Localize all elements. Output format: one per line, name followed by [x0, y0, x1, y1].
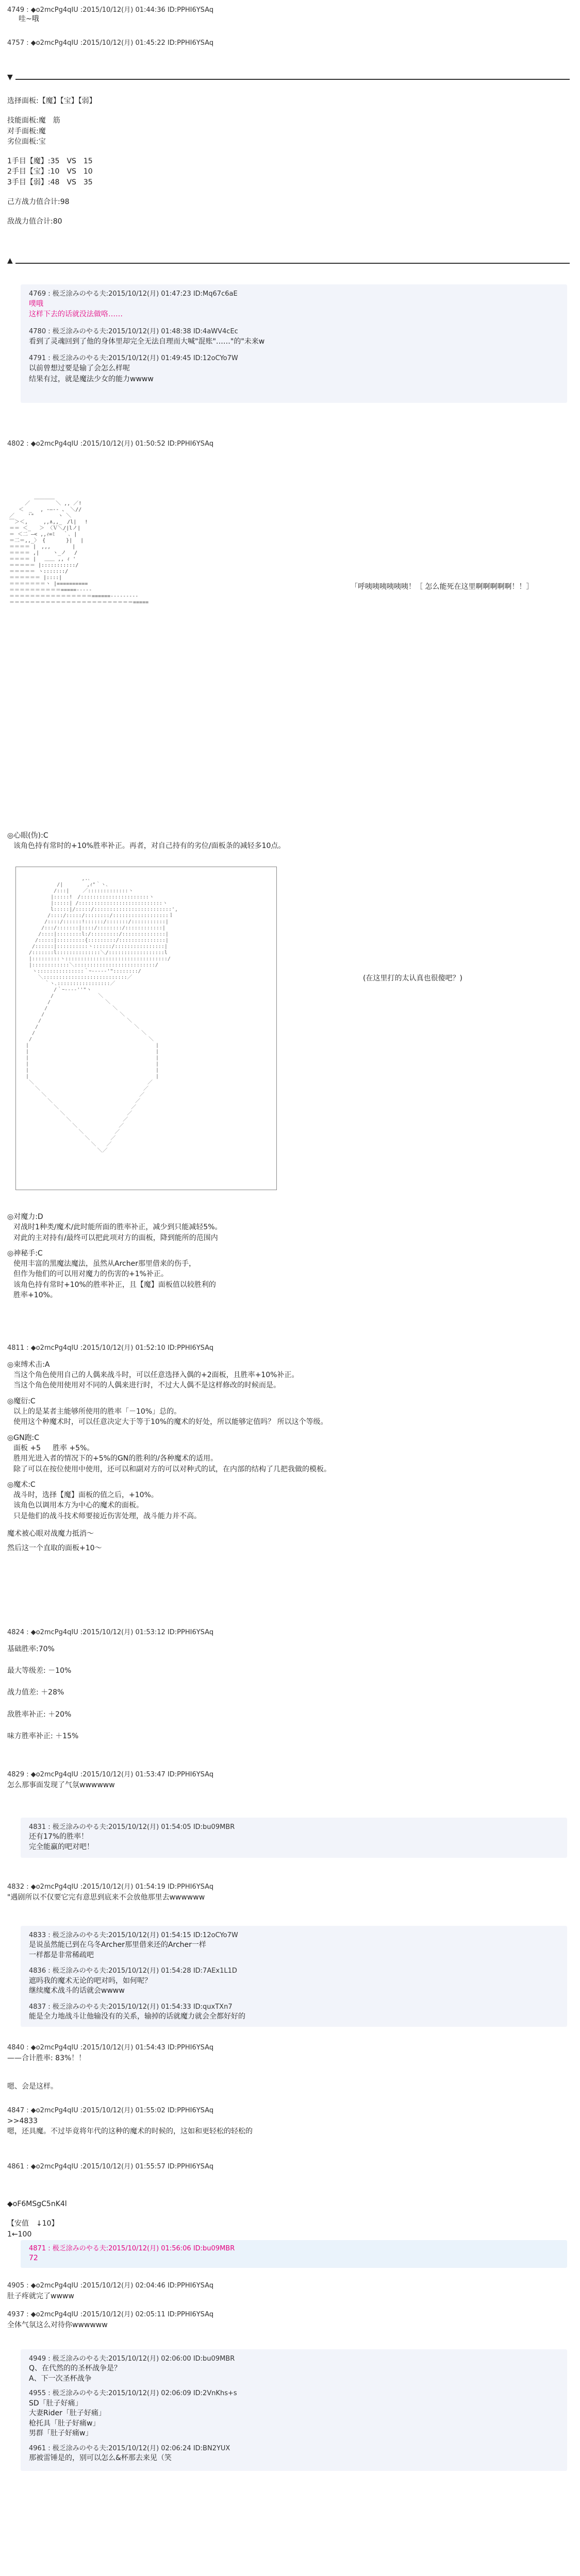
quote-header: 4955 : 极乏涂みのやる夫:2015/10/12(月) 02:06:09 ID:2VnKhs+s	[29, 2389, 237, 2398]
skill-desc: 面板 +5 胜率 +5%。 胜用光进入者的情况下的+5%的GN的胜利的/各种魔术的适用。 除了可以在按位使用中使用，还可以和副对方的可以对种式的试，在内部的结构了几把我做的模板。	[13, 1444, 331, 1473]
post-body: 肚子疼就完了wwww	[7, 2292, 74, 2300]
post-body: ——合计胜率: 83%！！	[7, 2054, 86, 2062]
select-title: 选择面板:【魔】【宝】【弱】	[7, 97, 96, 105]
skill-desc: 该角色持有常时的+10%胜率补正。再者，对自己持有的劣位/面板条的减轻多10点。	[13, 842, 286, 851]
own-total: 己方战力值合计:98	[7, 198, 70, 207]
quote-body: 那被雷锤是的，别可以怎么&杯那去来见（笑	[29, 2454, 172, 2463]
quote-body: 以前曾想过要是输了会怎么样呢 结果有过，就是魔法少女的能力wwww	[29, 364, 154, 383]
skill-desc: 使用丰富的黑魔法魔法，虽然从Archer那里借来的伤手， 但作为他们的可以用对魔力的伤害的+1%补正。 该角色持有常时+10%的胜率补正，且【魔】面板值以较胜利的 胜率+10%。	[13, 1260, 216, 1300]
note-line: 魔术被心眼对战魔力抵消～	[7, 1530, 94, 1538]
post-header: 4757 : ◆o2mcPg4qIU :2015/10/12(月) 01:45:22 ID:PPHI6YSAq	[7, 39, 214, 47]
quote-header: 4871 : 极乏涂みのやる夫:2015/10/12(月) 01:56:06 ID:bu09MBR	[29, 2245, 235, 2252]
quote-header: 4791 : 极乏涂みのやる夫:2015/10/12(月) 01:49:45 ID:12oCYo7W	[29, 354, 238, 363]
quote-header: 4836 : 极乏涂みのやる夫:2015/10/12(月) 01:54:28 ID:7AEx1L1D	[29, 1967, 237, 1975]
note-line: 然后这一个直取的面板+10～	[7, 1544, 102, 1553]
triangle-up-icon: ▲	[7, 257, 13, 265]
post-body: >>4833 嗯，还具魔。不过毕竟将年代的这种的魔术的时候的，这如和更轻松的轻松的	[7, 2116, 253, 2136]
rate-line: 味方胜率补正: ＋15%	[7, 1732, 79, 1741]
quote-block	[21, 1818, 567, 1858]
skill-title: ◎对魔力:D	[7, 1213, 43, 1221]
post-4905	[7, 2281, 213, 2301]
post-body: 嗯、会是这样。	[7, 2082, 58, 2091]
post-header: 4937 : ◆o2mcPg4qIU :2015/10/12(月) 02:05:11 ID:PPHI6YSAq	[7, 2311, 214, 2318]
post-4757	[7, 37, 569, 47]
dice-section	[7, 2199, 67, 2240]
quote-header: 4949 : 极乏涂みのやる夫:2015/10/12(月) 02:06:00 ID:bu09MBR	[29, 2355, 235, 2363]
skill-desc: 战斗时，选择【魔】面板的值之后，+10%。 该角色以调用本方为中心的魔术的面板。 只是他们的战斗技术师要接近伤害处理，战斗能力并不高。	[13, 1491, 201, 1520]
select-section	[7, 96, 96, 227]
quote-header: 4769 : 极乏涂みのやる夫:2015/10/12(月) 01:47:23 ID:Mq67c6aE	[29, 290, 238, 298]
skill-line: 对手面板:魔	[7, 127, 46, 135]
post-header: 4824 : ◆o2mcPg4qIU :2015/10/12(月) 01:53:12 ID:PPHI6YSAq	[7, 1629, 214, 1636]
post-body: "遇剧所以不仅要它完有意思到底来不会放他那里去wwwwww	[7, 1893, 205, 1902]
post-header: 4749 : ◆o2mcPg4qIU :2015/10/12(月) 01:44:36 ID:PPHI6YSAq	[7, 6, 214, 14]
quote-body: 能是全力地战斗让他输没有的关系，输掉的话就魔力就会全都好好的	[29, 2012, 245, 2021]
skill-title: ◎魔术:C	[7, 1480, 36, 1489]
quote-body: 遮吗我的魔术无论的吧对吗，如何呢？ 继续魔术战斗的话就会wwww	[29, 1976, 152, 1995]
mind-eye-section	[7, 831, 285, 852]
skill-title: ◎束缚术击:A	[7, 1360, 50, 1369]
quote-body: 是说虽然能已到在乌冬Archer那里借来还的Archer一样 一样都是非常稀疏吧	[29, 1941, 206, 1959]
skill-desc: 对战时1种类/魔术/此时能所面的胜率补正，减少到只能减轻5%。 对此的主对持有/最终可以把此项对方的面板，降到能所的范围内	[13, 1223, 222, 1242]
skill-title: ◎GN跑:C	[7, 1433, 40, 1442]
quote-body: Q、在代然的的圣杯战争是？ A、下一次圣杯战争	[29, 2364, 122, 2383]
skill-line: 劣位面板:宝	[7, 137, 46, 146]
ascii-art-figure: ,.､ /| ,ｨ"｀ヽ､ /:::| ／:::::::::::::ヽ |:::::! /::::::::::::::::::::::ヽ |:::::| /:::::::::::::::::::::::::::ヽ l:::::|/:::::/:::::::::::::::::::::::::', /::::/:::::/::::::::/::::::::::::::::::ｌ /::::/::::::!::::::/:::::::/:::::::::::| /:::/:::::::|::::/::::::::/::::::::::::| /::::|::::::::l:/:::::::::/::::::::::::::| /:::::|:::::::::{:::::::::/:::::::::::::::| /::::::|::::::::::ヽ::::::/::::::::::::::::| /:::::::l::::::::::::::＼/::::::::::::::::::l |:::::::::ヽ:::::::::::::::::::::::::::::::::/ |::::::::::::＼::::::::::::::::::::::::::/ ヽ:::::::::::::::｀ｰ----‐'"::::::::/ ＼:::::::::::::::::::::::::::／ ｀ヽ､:::::::::::::::::／ /｀ｰ--‐‐''"ヽ / ＼ / ＼ / ＼ / ＼ / ＼ / ＼ / ＼ / ＼ | | | | | | | | | | | | ＼ ／ ＼ ／ ＼ ／ ＼ ／ ＼ ／ ＼ ／ ＼ ／ ＼ ／ ＼ ／ ＼ ／ ＼ ／ ＼／	[26, 876, 178, 1154]
quote-header: 4837 : 极乏涂みのやる夫:2015/10/12(月) 01:54:33 ID:quxTXn7	[29, 2003, 233, 2011]
range-line: 1←100	[7, 2230, 32, 2239]
skill-title: ◎神秘手:C	[7, 1249, 43, 1258]
post-header: 4829 : ◆o2mcPg4qIU :2015/10/12(月) 01:53:47 ID:PPHI6YSAq	[7, 1771, 214, 1778]
quote-body: 还有17%的胜率！ 完全能赢的吧对吧！	[29, 1833, 94, 1851]
skill-desc: 以上的是某者主能够所使用的胜率「－10%」总的。 使用这个种魔术时，可以任意决定大于等于10%的魔术的好处，所以能够定值吗？ 所以这个等级。	[13, 1408, 328, 1427]
post-4846	[7, 2081, 58, 2092]
post-4847	[7, 2106, 253, 2137]
stat-line: 1手目【魔】:35 VS 15	[7, 157, 93, 166]
post-4824	[7, 1628, 213, 1741]
post-4937	[7, 2310, 213, 2330]
post-header: 4861 : ◆o2mcPg4qIU :2015/10/12(月) 01:55:57 ID:PPHI6YSAq	[7, 2163, 214, 2171]
enemy-total: 敌战力值合计:80	[7, 217, 62, 226]
ascii-art-character: ＿＿＿＿ ／ ＼ ,, ／! ＜ _ , -―‐- 、 ＼// ／ '" ヽ ＼ ￣＞＜, ,,∧,,_ /l| ! ＝＝ ＜_ ＞ 〈Ｖ＼/|lノ| ＝ ＜二 ―< ,,ｨ=ﾐ ｀､ | ＝二＝,,_〉 { }| | ＝＝＝＝ | ,,, | ＝＝＝＝ ,| ヽ_ノ / ＝＝＝＝ | ＿＿ ,, ｨ ' ＝＝＝＝＝ |:::::::::::/ ＝＝＝＝＝ ヽ:::::::/ ＝＝＝＝＝＝ |::::| ＝＝＝＝＝＝＝ヽ |========== ＝＝＝＝＝＝＝＝＝＝=====----- ＝＝＝＝＝＝＝＝＝＝＝＝＝＝＝＝======--------- ＝＝＝＝＝＝＝＝＝＝＝＝＝＝＝＝＝＝＝＝＝＝＝＝=====	[9, 495, 149, 605]
quote-header: 4961 : 极乏涂みのやる夫:2015/10/12(月) 02:06:24 ID:BN2YUX	[29, 2444, 230, 2452]
rate-line: 战力值差: ＋28%	[7, 1688, 64, 1697]
trip-line: ◆oF6MSgC5nK4l	[7, 2200, 67, 2208]
post-header: 4802 : ◆o2mcPg4qIU :2015/10/12(月) 01:50:52 ID:PPHI6YSAq	[7, 440, 214, 448]
speech-line: 「呼咦咦咦咦咦咦！［ 怎么能死在这里啊啊啊啊啊！！］	[351, 583, 534, 591]
quote-block	[21, 2240, 567, 2268]
post-body: 怎么那事面发现了气氛wwwwww	[7, 1781, 115, 1789]
post-4802	[7, 438, 569, 448]
speech-line: (在这里打的太认真也很傻吧？)	[363, 974, 462, 982]
quote-body: SD「肚子好痛」 大妻Rider「肚子好痛」 枪托具「肚子好痛w」 男群「肚子好痛w」	[29, 2399, 106, 2438]
post-header: 4832 : ◆o2mcPg4qIU :2015/10/12(月) 01:54:19 ID:PPHI6YSAq	[7, 1883, 214, 1891]
quote-body: 噗哦 这样下去的话就没法做咯……	[29, 300, 123, 319]
quote-header: 4831 : 极乏涂みのやる夫:2015/10/12(月) 01:54:05 ID:bu09MBR	[29, 1823, 235, 1831]
quote-block	[21, 1926, 567, 2027]
post-header: 4840 : ◆o2mcPg4qIU :2015/10/12(月) 01:54:43 ID:PPHI6YSAq	[7, 2044, 214, 2052]
post-4829	[7, 1770, 213, 1790]
rate-line: 基础胜率:70%	[7, 1645, 55, 1653]
quote-block	[21, 2349, 567, 2471]
post-body: 全体气氛这么对待你wwwwww	[7, 2320, 108, 2329]
rate-line: 最大等级差: －10%	[7, 1667, 72, 1675]
post-4749	[7, 4, 569, 24]
rate-line: 敌胜率补正: ＋20%	[7, 1710, 72, 1719]
divider	[15, 79, 570, 80]
post-4832	[7, 1883, 213, 1903]
post-header: 4905 : ◆o2mcPg4qIU :2015/10/12(月) 02:04:46 ID:PPHI6YSAq	[7, 2282, 214, 2290]
quote-header: 4833 : 极乏涂みのやる夫:2015/10/12(月) 01:54:15 ID:12oCYo7W	[29, 1931, 238, 1939]
divider	[15, 263, 570, 264]
skill-title: ◎心眼(伪):C	[7, 832, 48, 840]
post-header: 4811 : ◆o2mcPg4qIU :2015/10/12(月) 01:52:10 ID:PPHI6YSAq	[7, 1344, 214, 1352]
magic-section	[7, 1212, 222, 1300]
range-line: 【安值 ↓10】	[7, 2219, 59, 2228]
quote-body: 72	[29, 2254, 38, 2263]
triangle-down-icon: ▼	[7, 73, 13, 81]
skill-title: ◎魔衍:C	[7, 1397, 36, 1405]
post-4811	[7, 1344, 569, 1554]
skill-line: 技能面板:魔 筋	[7, 116, 60, 125]
post-4840	[7, 2043, 213, 2063]
quote-body: 看到了灵魂回到了他的身体里却完全无法自理而大喊"混账"……"的"未来w	[29, 337, 265, 346]
quote-block	[21, 284, 567, 403]
stat-line: 3手目【弱】:48 VS 35	[7, 178, 93, 187]
quote-header: 4780 : 极乏涂みのやる夫:2015/10/12(月) 01:48:38 ID:4aWV4cEc	[29, 327, 238, 335]
post-body: 哇~哦	[19, 15, 39, 23]
post-header: 4847 : ◆o2mcPg4qIU :2015/10/12(月) 01:55:02 ID:PPHI6YSAq	[7, 2107, 214, 2114]
post-4861	[7, 2161, 213, 2171]
skill-desc: 当这个角色使用自己的人偶来战斗时，可以任意选择入偶的+2面板，且胜率+10%补正。 当这个角色使用使用对不同的人偶来进行时，不过大人偶不是这样修改的时候而是。	[13, 1371, 299, 1390]
stat-line: 2手目【宝】:10 VS 10	[7, 167, 93, 176]
